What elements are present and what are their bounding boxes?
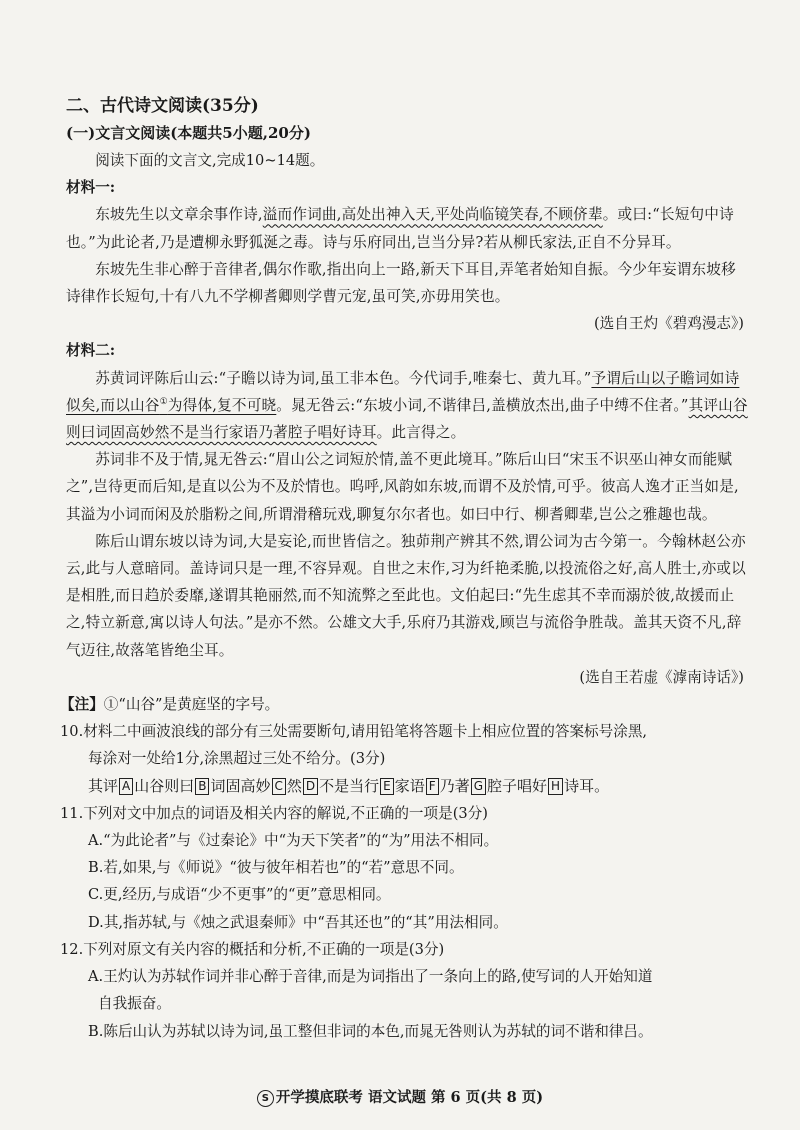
material1-paragraph-2: 东坡先生非心醉于音律者,偶尔作歌,指出向上一路,新天下耳目,弄笔者始知自振。今少年妄谓东坡移诗律作长短句,十有八九不学柳耆卿则学曹元宠,虽可笑,亦毋用笑也。 [66, 260, 736, 306]
material2-paragraph-3: 陈后山谓东坡以诗为词,大是妄论,而世皆信之。独茆荆产辨其不然,谓公词为古今第一。今翰林赵公亦云,此与人意暗同。盖诗词只是一理,不容异观。自世之末作,习为纤艳柔脆,以投流俗之好,高人胜士,亦或以是相胜,而日趋於委靡,遂谓其艳丽然,而不知流弊之至此也。文伯起曰:“先生虑其不幸而溺於彼,故援而止之,特立新意,寓以诗人句法。”是亦不然。公雄文大手,乐府乃其游戏,顾岂与流俗争胜哉。盖其天资不凡,辞气迈往,故落笔皆绝尘耳。 [66, 532, 746, 659]
material1-label: 材料一: [66, 179, 116, 197]
q12-option-a[interactable]: A.王灼认为苏轼作词并非心醉于音律,而是为词指出了一条向上的路,使写词的人开始知道 [88, 968, 653, 986]
segment-text: 不是当行 [319, 776, 380, 795]
q10-number: 10. [60, 723, 84, 741]
material1-p1-a: 东坡先生以文章余事作诗, [95, 206, 263, 224]
material2-paragraph-1 [66, 365, 748, 447]
q11-option-d[interactable]: D.其,指苏轼,与《烛之武退秦师》中“吾其还也”的“其”用法相同。 [88, 913, 508, 931]
reading-instruction: 阅读下面的文言文,完成10~14题。 [95, 152, 325, 169]
material2-p1-c: 为得体,复不可晓 [167, 396, 277, 414]
material2-paragraph-2: 苏词非不及于情,晁无咎云:“眉山公之词短於情,盖不更此境耳。”陈后山曰“宋玉不识巫山神女而能赋之”,岂待更而后知,是直以公为不及於情也。呜呼,风韵如东坡,而谓不及於情,可乎。彼高人逸才正当如是,其溢为小词而闲及於脂粉之间,所谓滑稽玩戏,聊复尔尔者也。如曰中行、柳耆卿辈,岂公之雅趣也哉。 [66, 451, 739, 523]
page-footer [0, 1084, 800, 1111]
note-reference: ① [159, 396, 168, 407]
segment-text: 山谷则曰 [134, 776, 195, 795]
answer-mark-f[interactable]: F [426, 778, 439, 795]
q11-option-c[interactable]: C.更,经历,与成语“少不更事”的“更”意思相同。 [88, 886, 391, 904]
question-11 [60, 800, 748, 936]
segment-text: 乃著 [439, 776, 470, 795]
material2-p1-b: 予谓后山以子瞻词如诗似矣,而以山谷 [66, 369, 740, 414]
material1-source: (选自王灼《碧鸡漫志》) [593, 315, 744, 333]
question-12 [60, 936, 748, 1045]
segment-text: 诗耳。 [564, 776, 610, 795]
segment-text: 腔子唱好 [487, 776, 548, 795]
q12-option-b[interactable]: B.陈后山认为苏轼以诗为词,虽工整但非词的本色,而晁无咎则认为苏轼的词不谐和律吕。 [88, 1022, 653, 1040]
q12-option-a-cont: 自我振奋。 [98, 995, 171, 1013]
question-10 [60, 718, 748, 800]
material2-label: 材料二: [66, 342, 116, 360]
answer-mark-e[interactable]: E [380, 778, 394, 795]
material2-p1-f: 。此言得之。 [376, 424, 466, 442]
q10-stem-b: 每涂对一处给1分,涂黑超过三处不给分。(3分) [88, 750, 386, 768]
circled-s-icon: S [257, 1090, 274, 1107]
note-text: “山谷”是黄庭坚的字号。 [118, 696, 280, 714]
q11-option-a[interactable]: A.“为此论者”与《过秦论》中“为天下笑者”的“为”用法不相同。 [88, 832, 499, 850]
q10-stem-a: 材料二中画波浪线的部分有三处需要断句,请用铅笔将答题卡上相应位置的答案标号涂黑, [83, 723, 648, 741]
material2-p1-d: 。晁无咎云:“东坡小词,不谐律吕,盖横放杰出,曲子中缚不住者。” [276, 396, 689, 414]
answer-mark-g[interactable]: G [471, 778, 486, 795]
material2-p1-wavy: 其评山谷则曰词固高妙然不是当行家语乃著腔子唱好诗耳 [66, 396, 748, 442]
note-number: ① [103, 696, 119, 714]
note-label: 【注】 [60, 696, 104, 714]
material2-p1-a: 苏黄词评陈后山云:“子瞻以诗为词,虽工非本色。今代词手,唯秦七、黄九耳。” [95, 369, 592, 387]
q11-stem: 11.下列对文中加点的词语及相关内容的解说,不正确的一项是(3分) [60, 804, 488, 822]
answer-mark-b[interactable]: B [195, 778, 209, 795]
footer-text: 开学摸底联考 语文试题 第 6 页(共 8 页) [275, 1089, 544, 1106]
section-title: 二、古代诗文阅读(35分) [66, 96, 259, 116]
annotation [60, 691, 748, 718]
segment-text: 词固高妙 [210, 776, 271, 795]
q12-stem: 12.下列对原文有关内容的概括和分析,不正确的一项是(3分) [60, 940, 445, 958]
segment-text: 然 [286, 776, 302, 795]
answer-mark-d[interactable]: D [303, 778, 318, 795]
material1-p1-underlined: 溢而作词曲,高处出神入天,平处尚临镜笑春,不顾侪辈 [262, 206, 603, 224]
q10-stem [60, 718, 748, 745]
answer-mark-a[interactable]: A [119, 778, 133, 795]
material1-p1-c: 。或曰:“长短句中诗也。”为此论者,乃是遭柳永野狐涎之毒。诗与乐府同出,岂当分异?若从柳氏家法,正自不分异耳。 [66, 206, 734, 251]
subsection-title: (一)文言文阅读(本题共5小题,20分) [66, 124, 311, 142]
answer-mark-h[interactable]: H [548, 778, 563, 795]
segment-text: 家语 [394, 776, 425, 795]
q10-prefix: 其评 [88, 776, 119, 795]
q11-option-b[interactable]: B.若,如果,与《师说》“彼与彼年相若也”的“若”意思不同。 [88, 859, 464, 877]
answer-mark-c[interactable]: C [272, 778, 286, 795]
material2-source: (选自王若虚《滹南诗话》) [579, 668, 744, 686]
material1-paragraph-1 [66, 201, 748, 255]
q10-sequence [88, 773, 748, 800]
